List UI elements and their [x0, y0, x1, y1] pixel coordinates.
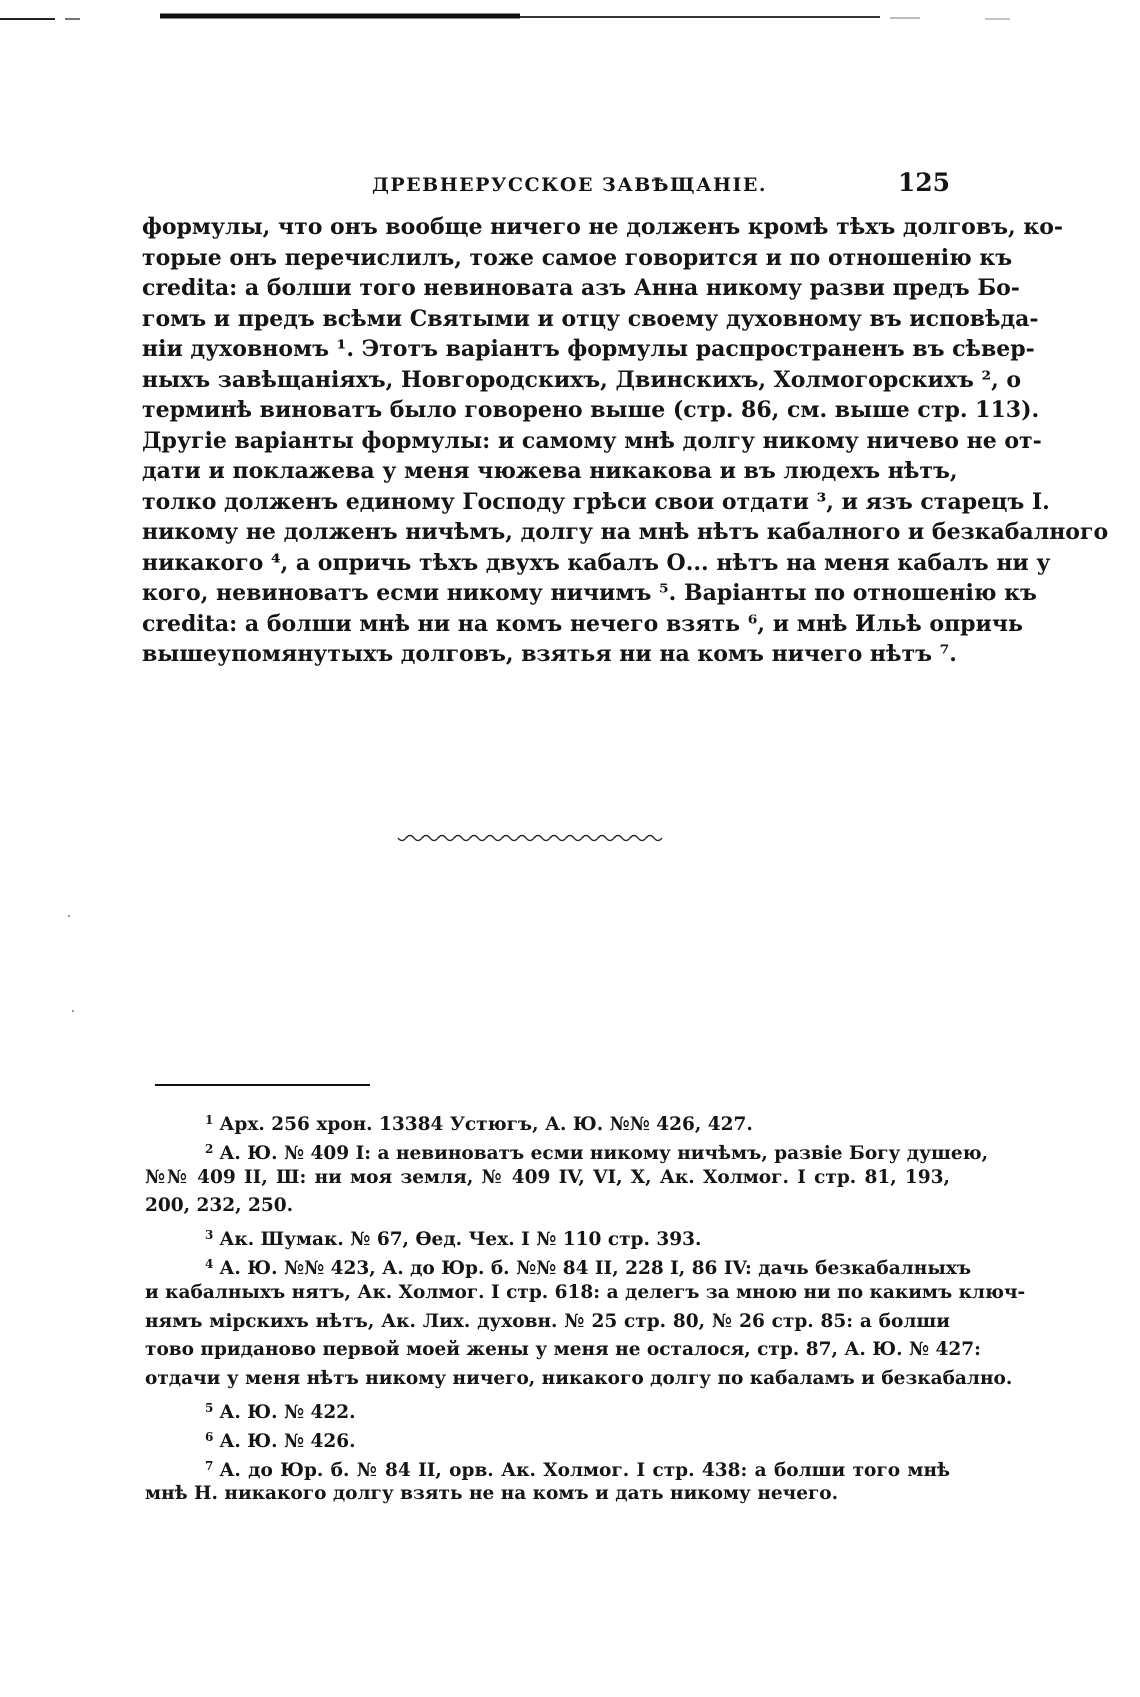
footnote-line: тово приданово первой моей жены у меня не осталося, стр. 87, А. Ю. № 427:: [145, 1339, 981, 1361]
footnote-line: 200, 232, 250.: [145, 1195, 294, 1217]
footnote-text: А. Ю. № 422.: [219, 1401, 356, 1423]
footnote-5: [145, 1394, 950, 1423]
footnote-mark: 1: [205, 1113, 214, 1127]
text-line: вышеупомянутыхъ долговъ, взятья ни на комъ ничего нѣтъ ⁷.: [142, 641, 957, 667]
footnote-text: Ак. Шумак. № 67, Ѳед. Чех. I № 110 стр. 393.: [219, 1229, 702, 1251]
footnote-3: [145, 1221, 950, 1250]
text-line: дати и поклажева у меня чюжева никакова и въ людехъ нѣтъ,: [142, 458, 958, 484]
text-line: толко долженъ единому Господу грѣси свои отдати ³, и язъ старецъ І.: [142, 488, 1050, 515]
text-line: Другіе варіанты формулы: и самому мнѣ долгу никому ничево не от-: [142, 427, 1042, 454]
footnotes: [145, 1106, 1026, 1509]
footnote-mark: 6: [205, 1429, 214, 1444]
footnote-mark: 3: [205, 1228, 214, 1243]
text-line: никому не долженъ ничѣмъ, долгу на мнѣ нѣтъ кабалного и безкабалного: [142, 519, 1109, 545]
running-head: [142, 168, 950, 200]
footnote-line: отдачи у меня нѣтъ никому ничего, никакого долгу по кабаламъ и безкабално.: [145, 1368, 1013, 1390]
text-line: торые онъ перечислилъ, тоже самое говорится и по отношенію къ: [142, 244, 1013, 271]
print-speck: [72, 1010, 74, 1012]
footnote-line: №№ 409 II, Ш: ни моя земля, № 409 IV, VI, X, Ак. Холмог. I стр. 81, 193,: [145, 1166, 950, 1188]
text-line: терминѣ виноватъ было говорено выше (стр. 86, см. выше стр. 113).: [142, 397, 1040, 423]
footnote-rule: [155, 1083, 370, 1087]
page-number: 125: [897, 168, 950, 197]
footnote-line: нямъ мірскихъ нѣтъ, Ак. Лих. духовн. № 25 стр. 80, № 26 стр. 85: а болши: [145, 1310, 950, 1332]
footnote-mark: 7: [205, 1458, 214, 1473]
text-line: ніи духовномъ ¹. Этотъ варіантъ формулы распространенъ въ сѣвер-: [142, 336, 1035, 362]
footnote-2: [145, 1135, 989, 1164]
footnote-mark: 2: [205, 1141, 214, 1156]
text-line: credita: а болши того невиновата азъ Анна никому разви предъ Бо-: [142, 275, 1020, 301]
footnote-7: [145, 1452, 950, 1481]
main-paragraph: [142, 212, 1109, 670]
footnote-mark: 4: [205, 1256, 214, 1271]
footnote-text: А. Ю. №№ 423, А. до Юр. б. №№ 84 II, 228 I, 86 IV: дачь безкабалныхъ: [219, 1257, 972, 1279]
text-line: никакого ⁴, а опричь тѣхъ двухъ кабалъ О... нѣтъ на меня кабалъ ни у: [142, 549, 1051, 576]
footnote-1: [145, 1106, 950, 1135]
footnote-4: [145, 1250, 972, 1279]
footnote-text: А. Ю. № 409 I: а невиноватъ есми никому ничѣмъ, развіе Богу душею,: [219, 1142, 989, 1164]
running-title: ДРЕВНЕРУССКОЕ ЗАВѢЩАНІЕ.: [372, 174, 767, 196]
top-printed-rule: [0, 10, 1020, 24]
footnote-mark: 5: [205, 1400, 214, 1415]
text-line: ныхъ завѣщаніяхъ, Новгородскихъ, Двинскихъ, Холмогорскихъ ², о: [142, 366, 1022, 393]
footnote-line: мнѣ Н. никакого долгу взять не на комъ и дать никому нечего.: [145, 1483, 839, 1505]
text-line: формулы, что онъ вообще ничего не долженъ кромѣ тѣхъ долговъ, ко-: [142, 214, 1064, 240]
footnote-6: [145, 1423, 950, 1452]
text-line: кого, невиноватъ есми никому ничимъ ⁵. Варіанты по отношенію къ: [142, 580, 1037, 606]
footnote-text: Арх. 256 хрон. 13384 Устюгъ, А. Ю. №№ 426, 427.: [219, 1114, 753, 1135]
footnote-text: А. до Юр. б. № 84 II, орв. Ак. Холмог. I стр. 438: а болши того мнѣ: [219, 1459, 950, 1481]
print-speck: [68, 915, 70, 917]
text-line: гомъ и предъ всѣми Святыми и отцу своему духовному въ исповѣда-: [142, 305, 1039, 332]
footnote-line: и кабалныхъ нятъ, Ак. Холмог. I стр. 618: а делегъ за мною ни по какимъ ключ-: [145, 1281, 1026, 1303]
footnote-text: А. Ю. № 426.: [219, 1430, 356, 1452]
wavy-ornament: [398, 834, 668, 844]
text-line: credita: а болши мнѣ ни на комъ нечего взять ⁶, и мнѣ Ильѣ опричь: [142, 610, 1023, 637]
